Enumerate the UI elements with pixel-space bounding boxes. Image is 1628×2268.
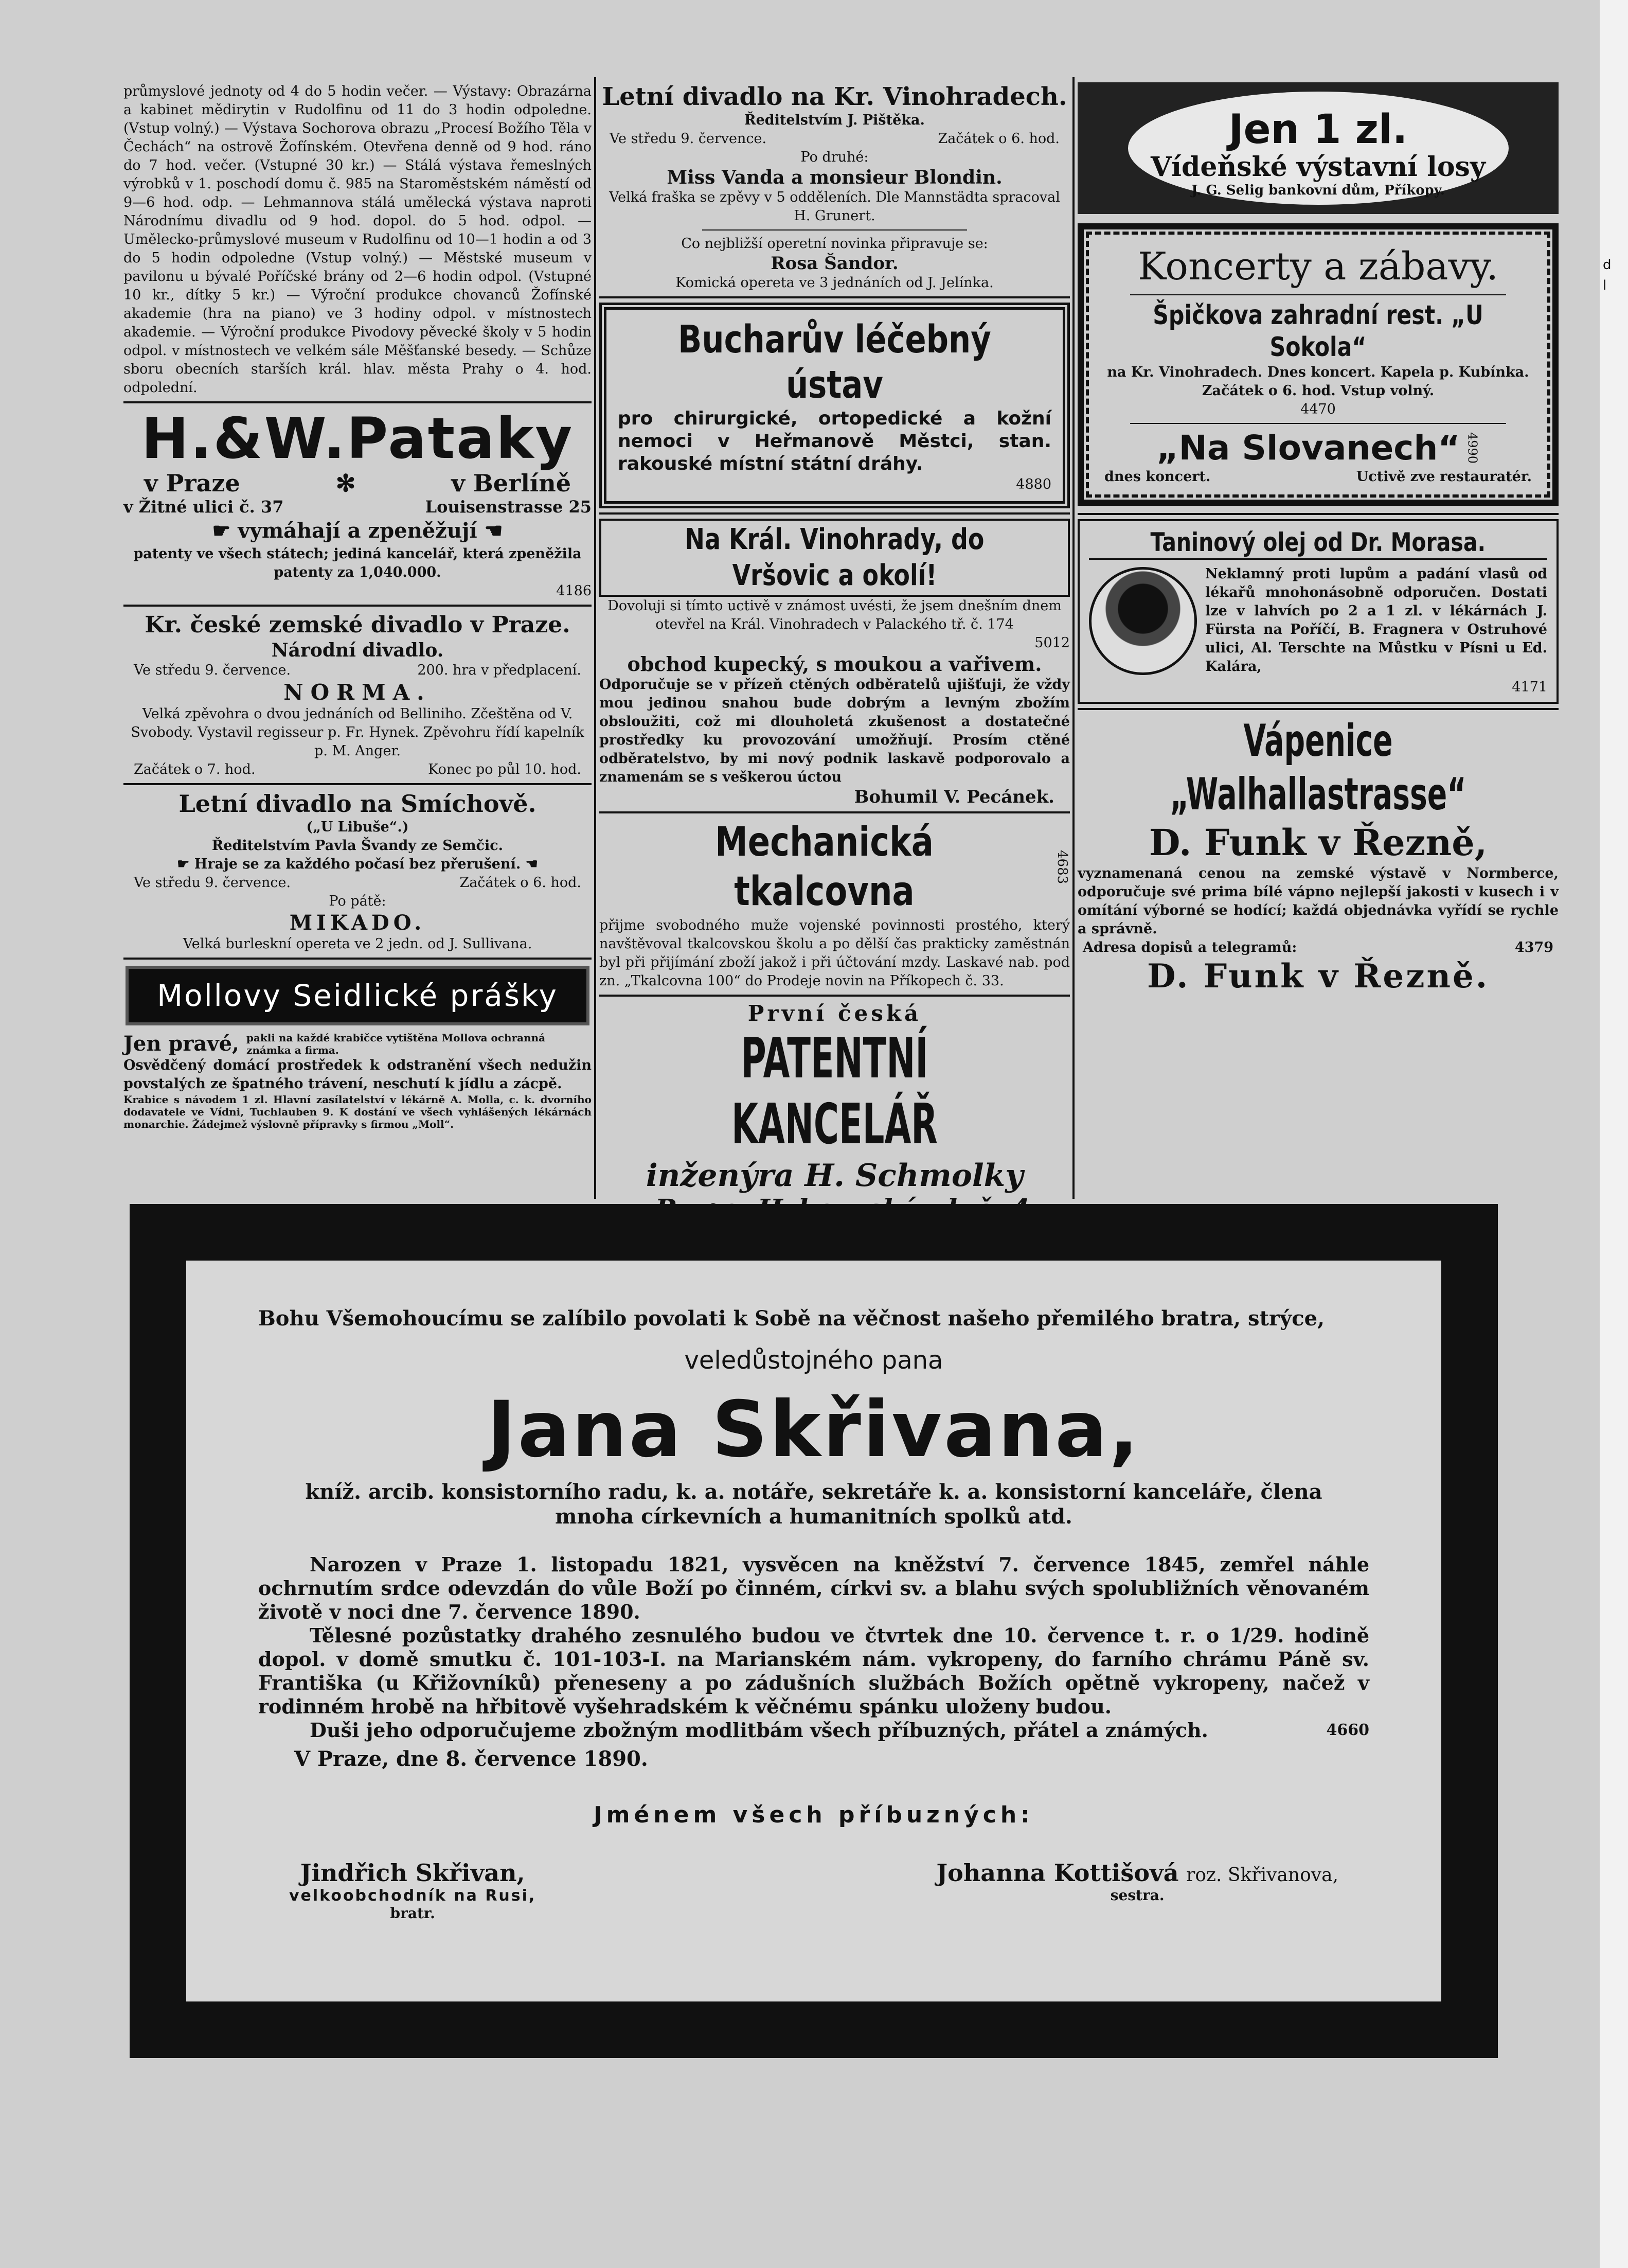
vin-date: Ve středu 9. července. (610, 131, 767, 147)
listing-line: Výstavy: Obrazárna a kabinet mědirytin v Rudolfinu od 11 do 3 hodin odpoledne. (Vstup volný.) — (123, 83, 592, 136)
pataky-tagline: vymáhají a zpeněžují (238, 519, 477, 543)
funk-name: D. Funk v Řezně, (1149, 821, 1488, 864)
obituary-titles: kníž. arcib. konsistorního radu, k. a. notáře, sekretáře k. a. konsistorní kanceláře, člena mnoha církevních a humanitních spolků atd. (305, 1480, 1322, 1529)
koncerty-ad (1078, 223, 1559, 506)
listing-line: Výroční produkce Pivodovy pěvecké školy v 5 hodin odpol. v místnostech ve velkém sále Měšťanské besedy. — (123, 324, 592, 359)
smichov-next: Po pátě: (329, 893, 386, 909)
smichov-notice: Hraje se za každého počasí bez přerušení. (194, 856, 521, 872)
ad-code: 4186 (556, 583, 592, 599)
selig-subtitle: J. G. Selig bankovní dům, Příkopy. (1191, 183, 1445, 198)
buchar-ad (599, 303, 1070, 508)
ad-code: 4470 (1300, 401, 1336, 417)
obituary-honorific: veledůstojného pana (684, 1346, 943, 1375)
morasa-ad (1078, 519, 1559, 704)
vin-description: Velká fraška se zpěvy v 5 odděleních. Dle Mannstädta spracoval H. Grunert. (609, 189, 1060, 224)
obituary-signatory-2 (936, 1859, 1338, 1922)
pecanek-shop: obchod kupecký, s moukou a vařivem. (627, 652, 1042, 676)
asterism-icon: ✻ (335, 469, 356, 497)
moll-side-note: pakli na každé krabičce vytištěna Mollova ochranná známka a firma. (246, 1032, 546, 1056)
vin-start: Začátek o 6. hod. (938, 131, 1060, 147)
pointing-hand-icon: ☛ (177, 856, 190, 872)
theatre-end: Konec po půl 10. hod. (428, 761, 581, 777)
right-margin-strip (1600, 0, 1628, 2268)
margin-letter: d (1603, 257, 1612, 273)
margin-letter: l (1603, 278, 1607, 293)
selig-oval (1128, 92, 1509, 205)
vin-work: Miss Vanda a monsieur Blondin. (667, 167, 1003, 188)
slovanech-title: „Na Slovanech“ (1156, 428, 1460, 468)
smichov-theatre-ad (123, 789, 592, 953)
theatre-date: Ve středu 9. července. (134, 662, 291, 678)
ad-code: 5012 (1034, 635, 1070, 651)
pointing-hand-icon: ☛ (212, 519, 231, 543)
signatory-name: Jindřich Skřivan, (300, 1859, 525, 1887)
obituary-frame (130, 1204, 1498, 2058)
pataky-body: patenty ve všech státech; jediná kancelář, která zpeněžila patenty za 1,040.000. (133, 546, 582, 580)
listing-line: Umělecko-průmyslové museum v Rudolfinu od 10—1 hodin a od 3 do 5 hodin odpoledne (Vstup volný.) — (123, 232, 592, 266)
pecanek-signature: Bohumil V. Pecánek. (854, 787, 1054, 807)
signatory-maiden-name: roz. Skřivanova, (1186, 1865, 1338, 1886)
koncerty-venue: Špičkova zahradní rest. „U Sokola“ (1153, 300, 1483, 363)
funk-address-label: Adresa dopisů a telegramů: (1083, 940, 1297, 955)
obituary-on-behalf: Jménem všech příbuzných: (594, 1802, 1034, 1828)
pecanek-ad (599, 519, 1070, 807)
moll-ad (123, 969, 592, 1130)
smichov-work: MIKADO. (289, 911, 426, 935)
pointing-hand-icon: ☚ (484, 519, 503, 543)
national-theatre-ad (123, 611, 592, 779)
theatre-title: Kr. české zemské divadlo v Praze. (145, 612, 570, 638)
funk-ad (1078, 714, 1559, 996)
listing-line: Stálá výstava řemeslných výrobků v 1. poschodí domu č. 985 na Staroměstském náměstí od 9—6 hod. odp. — (123, 157, 592, 210)
pataky-title: H.&W.Pataky (141, 405, 574, 471)
obituary-intro: Bohu Všemohoucímu se zalíbilo povolati k Sobě na věčnost našeho přemilého bratra, strýce, (258, 1306, 1325, 1331)
pataky-ad (123, 407, 592, 600)
obituary-para-born: Narozen v Praze 1. listopadu 1821, vysvěcen na kněžství 7. července 1845, zemřel náhle ochrnutím srdce odevzdán do vůle Boží po činném, církvi sv. a blahu svých spolubližních věnovaném životě v noci dne 7. července 1890. (258, 1553, 1369, 1623)
vin-soon-description: Komická opereta ve 3 jednáních od J. Jelínka. (675, 275, 994, 291)
pataky-city-left: v Praze (144, 469, 240, 497)
pecanek-intro: Dovoluji si tímto uctivě v známost uvésti, že jsem dnešním dnem otevřel na Král. Vinohradech v Palackého tř. č. 174 (607, 598, 1062, 632)
morasa-title: Taninový olej od Dr. Morasa. (1150, 527, 1486, 557)
smichov-direction: Ředitelstvím Pavla Švandy ze Semčic. (211, 838, 504, 854)
pataky-address-right: Louisenstrasse 25 (425, 497, 592, 517)
vinohrady-theatre-ad (599, 82, 1070, 292)
portrait-image (1089, 567, 1197, 675)
ad-code: 4171 (1512, 679, 1547, 695)
schmolka-pre: První česká (747, 1001, 922, 1026)
vin-soon-work: Rosa Šandor. (771, 253, 899, 274)
tkalcovna-title: Mechanická tkalcovna (715, 819, 934, 915)
obituary-notice (186, 1261, 1441, 2001)
listing-line: Výroční produkce chovanců Žofínské akademie (hra na piano) ve 3 hodiny odpol. v místnostech akademie. — (123, 287, 592, 340)
schmolka-name: inženýra H. Schmolky (646, 1158, 1024, 1194)
obituary-place-date: V Praze, dne 8. července 1890. (294, 1747, 648, 1771)
selig-ad (1078, 82, 1559, 214)
moll-body: Osvědčený domácí prostředek k odstranění všech nedužin povstalých ze špatného trávení, neschutí k jídlu a zácpě. (123, 1057, 592, 1092)
pecanek-title: Na Král. Vinohrady, do Vršovic a okolí! (685, 523, 985, 592)
koncerty-title: Koncerty a zábavy. (1138, 244, 1498, 289)
schmolka-title: PATENTNÍ KANCELÁŘ (731, 1026, 938, 1157)
smichov-date: Ve středu 9. července. (134, 875, 291, 891)
ad-code: 4683 (1054, 849, 1070, 884)
theatre-performance: 200. hra v předplacení. (417, 662, 581, 678)
buchar-body: pro chirurgické, ortopedické a kožní nemoci v Heřmanově Městci, stan. rakouské místní státní dráhy. (618, 408, 1051, 474)
funk-body: vyznamenaná cenou na zemské výstavě v Normberce, odporučuje své prima bílé vápno nejlepší jakosti v kusech i v omítání výborné se hodící; každá objednávka vyřídí se rychle a správně. (1078, 865, 1559, 937)
theatre-work: NORMA. (283, 680, 432, 705)
obituary-name: Jana Skřivana, (487, 1385, 1141, 1475)
listing-line: Městské museum v pavilonu u bývalé Poříčské brány od 2—6 hodin odpol. (Vstupné 10 kr., dítky 5 kr.) — (123, 250, 592, 303)
vin-soon: Co nejbližší operetní novinka připravuje se: (681, 236, 988, 252)
slovanech-concert: dnes koncert. (1104, 469, 1211, 485)
vin-title: Letní divadlo na Kr. Vinohradech. (602, 82, 1067, 111)
listing-line: Výstava Sochorova obrazu „Procesí Božího Těla v Čechách“ na ostrově Žofínském. Otevřena denně od 9 hod. ráno do 7 hod. večer. (Vstupné 30 kr.) — (123, 120, 592, 173)
morasa-body: Neklamný proti lupům a padání vlasů od lékařů mnohonásobně odporučen. Dostati lze v lahvích po 2 a 1 zl. v lékárnách J. Fürsta na Poříčí, B. Fragnera v Ostruhové ulici, Al. Terschte na Můstku v Písni u Ed. Kalára, (1205, 566, 1547, 675)
theatre-description: Velká zpěvohra o dvou jednáních od Belliniho. Zčeštěna od V. Svobody. Vystavil regisseur p. Fr. Hynek. Zpěvohru řídí kapelník p. M. Anger. (131, 706, 584, 759)
tkalcovna-body: přijme svobodného muže vojenské povinnosti prostého, který navštěvoval tkalcovskou školu a po dělší čas prakticky zaměstnán byl při přijímání zboží jakož i při účtování mzdy. Laskavé nab. pod zn. „Tkalcovna 100“ do Prodeje novin na Příkopech č. 33. (599, 917, 1070, 989)
pataky-address-left: v Žitné ulici č. 37 (123, 497, 284, 517)
signatory-relation: sestra. (1110, 1887, 1165, 1904)
listing-line: průmyslové jednoty od 4 do 5 hodin večer. — (123, 83, 448, 99)
koncerty-details: na Kr. Vinohradech. Dnes koncert. Kapela p. Kubínka. Začátek o 6. hod. Vstup volný. (1107, 364, 1529, 399)
theatre-start: Začátek o 7. hod. (134, 761, 256, 777)
moll-fine-print: Krabice s návodem 1 zl. Hlavní zasílatelství v lékárně A. Molla, c. k. dvorního dodavatele ve Vídni, Tuchlauben 9. K dostání ve všech vyhlášených lékárnách monarchie. Žádejmež výslovně přípravky s firmou „Moll“. (123, 1093, 592, 1130)
smichov-description: Velká burleskní opereta ve 2 jedn. od J. Sullivana. (183, 936, 532, 952)
column-right (1078, 82, 1559, 996)
slovanech-polite: Uctivě zve restauratér. (1356, 469, 1532, 485)
theatre-subtitle: Národní divadlo. (271, 640, 444, 661)
column-rule (1072, 77, 1075, 1199)
vin-next: Po druhé: (800, 149, 869, 165)
funk-title: Vápenice „Walhallastrasse“ (1170, 715, 1466, 820)
pointing-hand-icon: ☚ (525, 856, 538, 872)
ad-code: 4379 (1514, 940, 1553, 955)
buchar-title: Bucharův léčebný ústav (678, 317, 991, 407)
obituary-para-prayer: Duši jeho odporučujeme zbožným modlitbám všech příbuzných, přátel a známých. (310, 1718, 1208, 1742)
moll-lead: Jen pravé, (123, 1032, 239, 1056)
signatory-relation: bratr. (390, 1905, 435, 1922)
column-middle (599, 82, 1070, 1254)
smichov-sub: („U Libuše“.) (306, 819, 409, 835)
smichov-title: Letní divadlo na Smíchově. (178, 790, 536, 818)
obituary-signatory-1 (289, 1859, 536, 1922)
tkalcovna-ad (599, 818, 1070, 990)
signatory-name: Johanna Kottišová (936, 1859, 1179, 1887)
vin-direction: Ředitelstvím J. Pištěka. (744, 112, 925, 128)
signatory-role: velkoobchodník na Rusi, (289, 1887, 536, 1905)
obituary-para-funeral: Tělesné pozůstatky drahého zesnulého budou ve čtvrtek dne 10. července t. r. o 1/29. hodině dopol. v domě smutku č. 101-103-I. na Marianském nám. vykropeny, do farního chrámu Páně sv. Františka (u Křižovníků) přeneseny a po zádušních službách Božích opětně vykropeny, načež v rodinném hrobě na hřbitově vyšehradském k věčnému spánku uloženy budou. (258, 1624, 1369, 1718)
events-listing (123, 82, 592, 397)
pataky-city-right: v Berlíně (451, 469, 571, 497)
moll-banner: Mollovy Seidlické prášky (129, 969, 586, 1022)
ad-code: 4990 (1465, 432, 1480, 464)
column-left (123, 82, 592, 1130)
pecanek-body: Odporučuje se v přízeň ctěných odběratelů ujišťuji, že vždy mou jedinou snahou bude dobrým a levným zbožím obsloužiti, což mi dlouholetá zkušenost a dostatečné prostředky ku provozování umožňují. Prosím ctěné odběratelstvo, by mi nový podnik laskavě podporovalo a znamenám se s veškerou úctou (599, 677, 1070, 785)
ad-code: 4660 (1326, 1721, 1369, 1739)
listing-line: Schůze sboru obecních starších král. hlav. města Prahy o 4. hod. odpolední. (123, 343, 592, 396)
listing-line: Lehmannova stálá umělecká výstava naproti Národnímu divadlu od 9 hod. dopol. do 5 hod. odpol. — (123, 194, 592, 229)
column-rule (594, 77, 596, 1199)
smichov-start: Začátek o 6. hod. (459, 875, 581, 891)
selig-title: Vídeňské výstavní losy (1150, 151, 1486, 183)
funk-footer: D. Funk v Řezně. (1147, 957, 1490, 996)
selig-price: Jen 1 zl. (1228, 107, 1408, 153)
ad-code: 4880 (1016, 476, 1051, 492)
